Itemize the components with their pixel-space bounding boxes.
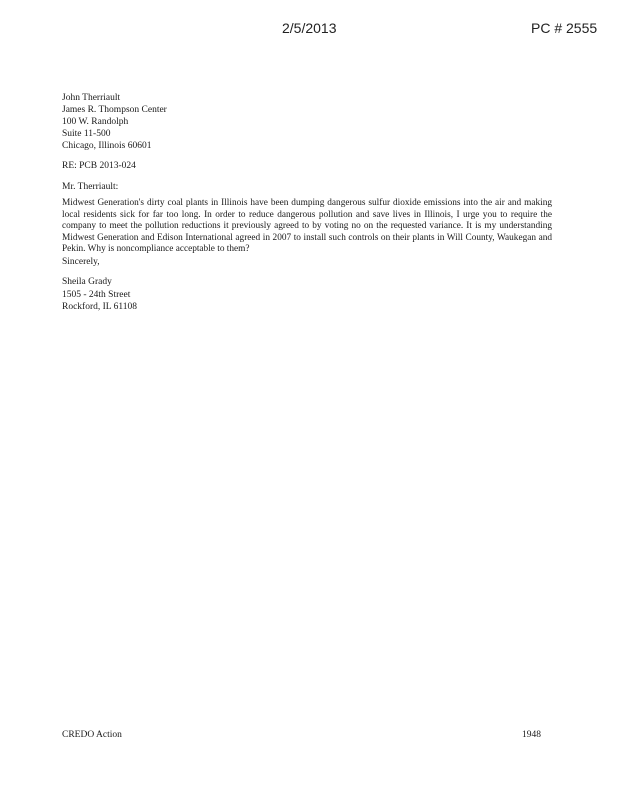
salutation: Mr. Therriault: <box>62 182 119 192</box>
re-line: RE: PCB 2013-024 <box>62 161 136 171</box>
footer-source: CREDO Action <box>62 730 122 740</box>
letter-body: Midwest Generation's dirty coal plants in Illinois have been dumping dangerous sulfur dioxide emissions into the air and making local residents sick for far too long. In order to reduce dangerous pollution and save lives in Illinois, I urge you to require the company to meet the pollution reductions it previously agreed to by voting no on the requested variance. It is my understanding Midwest Generation and Edison International agreed in 2007 to install such controls on their plants in Will County, Waukegan and Pekin. Why is noncompliance acceptable to them? <box>62 198 552 255</box>
address-line: John Therriault <box>62 93 121 103</box>
closing: Sincerely, <box>62 257 100 267</box>
address-line: James R. Thompson Center <box>62 105 167 115</box>
signature-street: 1505 - 24th Street <box>62 289 131 300</box>
recipient-address <box>62 92 167 152</box>
signature-block <box>62 276 137 314</box>
address-line: Chicago, Illinois 60601 <box>62 141 152 151</box>
signature-city: Rockford, IL 61108 <box>62 302 138 312</box>
public-comment-number: PC # 2555 <box>531 20 598 36</box>
address-line: Suite 11-500 <box>62 129 111 139</box>
footer-page-number: 1948 <box>522 730 541 740</box>
address-line: 100 W. Randolph <box>62 117 129 127</box>
signature-name: Sheila Grady <box>62 277 112 287</box>
document-date: 2/5/2013 <box>282 20 337 36</box>
